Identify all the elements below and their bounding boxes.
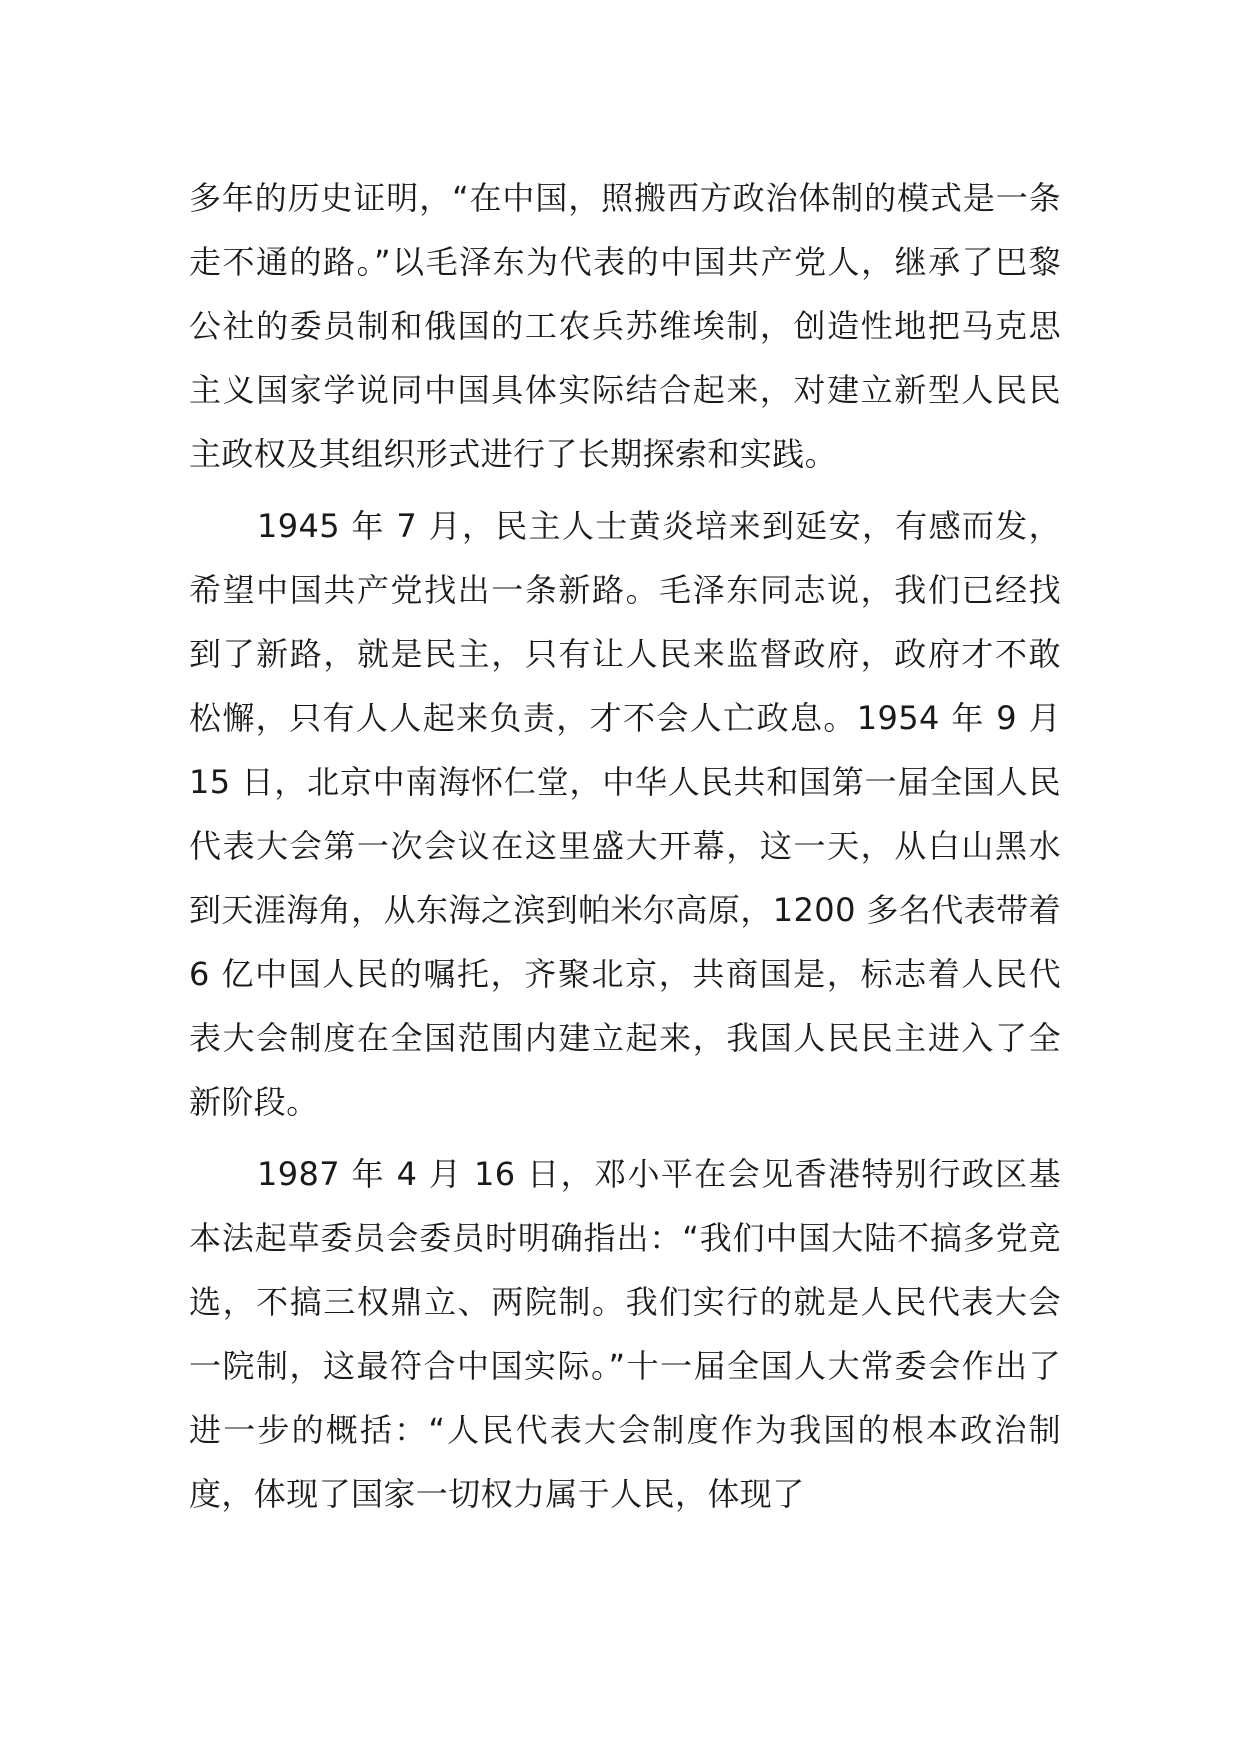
paragraph-gap [189,1134,1061,1142]
paragraph-history-proof: 多年的历史证明，“在中国，照搬西方政治体制的模式是一条走不通的路。”以毛泽东为代表的中国共产党人，继承了巴黎公社的委员制和俄国的工农兵苏维埃制，创造性地把马克思主义国家学说同中国具体实际结合起来，对建立新型人民民主政权及其组织形式进行了长期探索和实践。 [189,179,1061,473]
document-body [189,166,1061,1526]
paragraph-gap [189,486,1061,494]
paragraph-1945-new-road: 1945 年 7 月，民主人士黄炎培来到延安，有感而发，希望中国共产党找出一条新路。毛泽东同志说，我们已经找到了新路，就是民主，只有让人民来监督政府，政府才不敢松懈，只有人人起来负责，才不会人亡政息。1954 年 9 月 15 日，北京中南海怀仁堂，中华人民共和国第一届全国人民代表大会第一次会议在这里盛大开幕，这一天，从白山黑水到天涯海角，从东海之滨到帕米尔高原，1200 多名代表带着 6 亿中国人民的嘱托，齐聚北京，共商国是，标志着人民代表大会制度在全国范围内建立起来，我国人民民主进入了全新阶段。 [189,507,1061,1121]
paragraph-1987-deng-xiaoping: 1987 年 4 月 16 日，邓小平在会见香港特别行政区基本法起草委员会委员时明确指出：“我们中国大陆不搞多党竞选，不搞三权鼎立、两院制。我们实行的就是人民代表大会一院制，这最符合中国实际。”十一届全国人大常委会作出了进一步的概括：“人民代表大会制度作为我国的根本政治制度，体现了国家一切权力属于人民，体现了 [189,1155,1061,1513]
